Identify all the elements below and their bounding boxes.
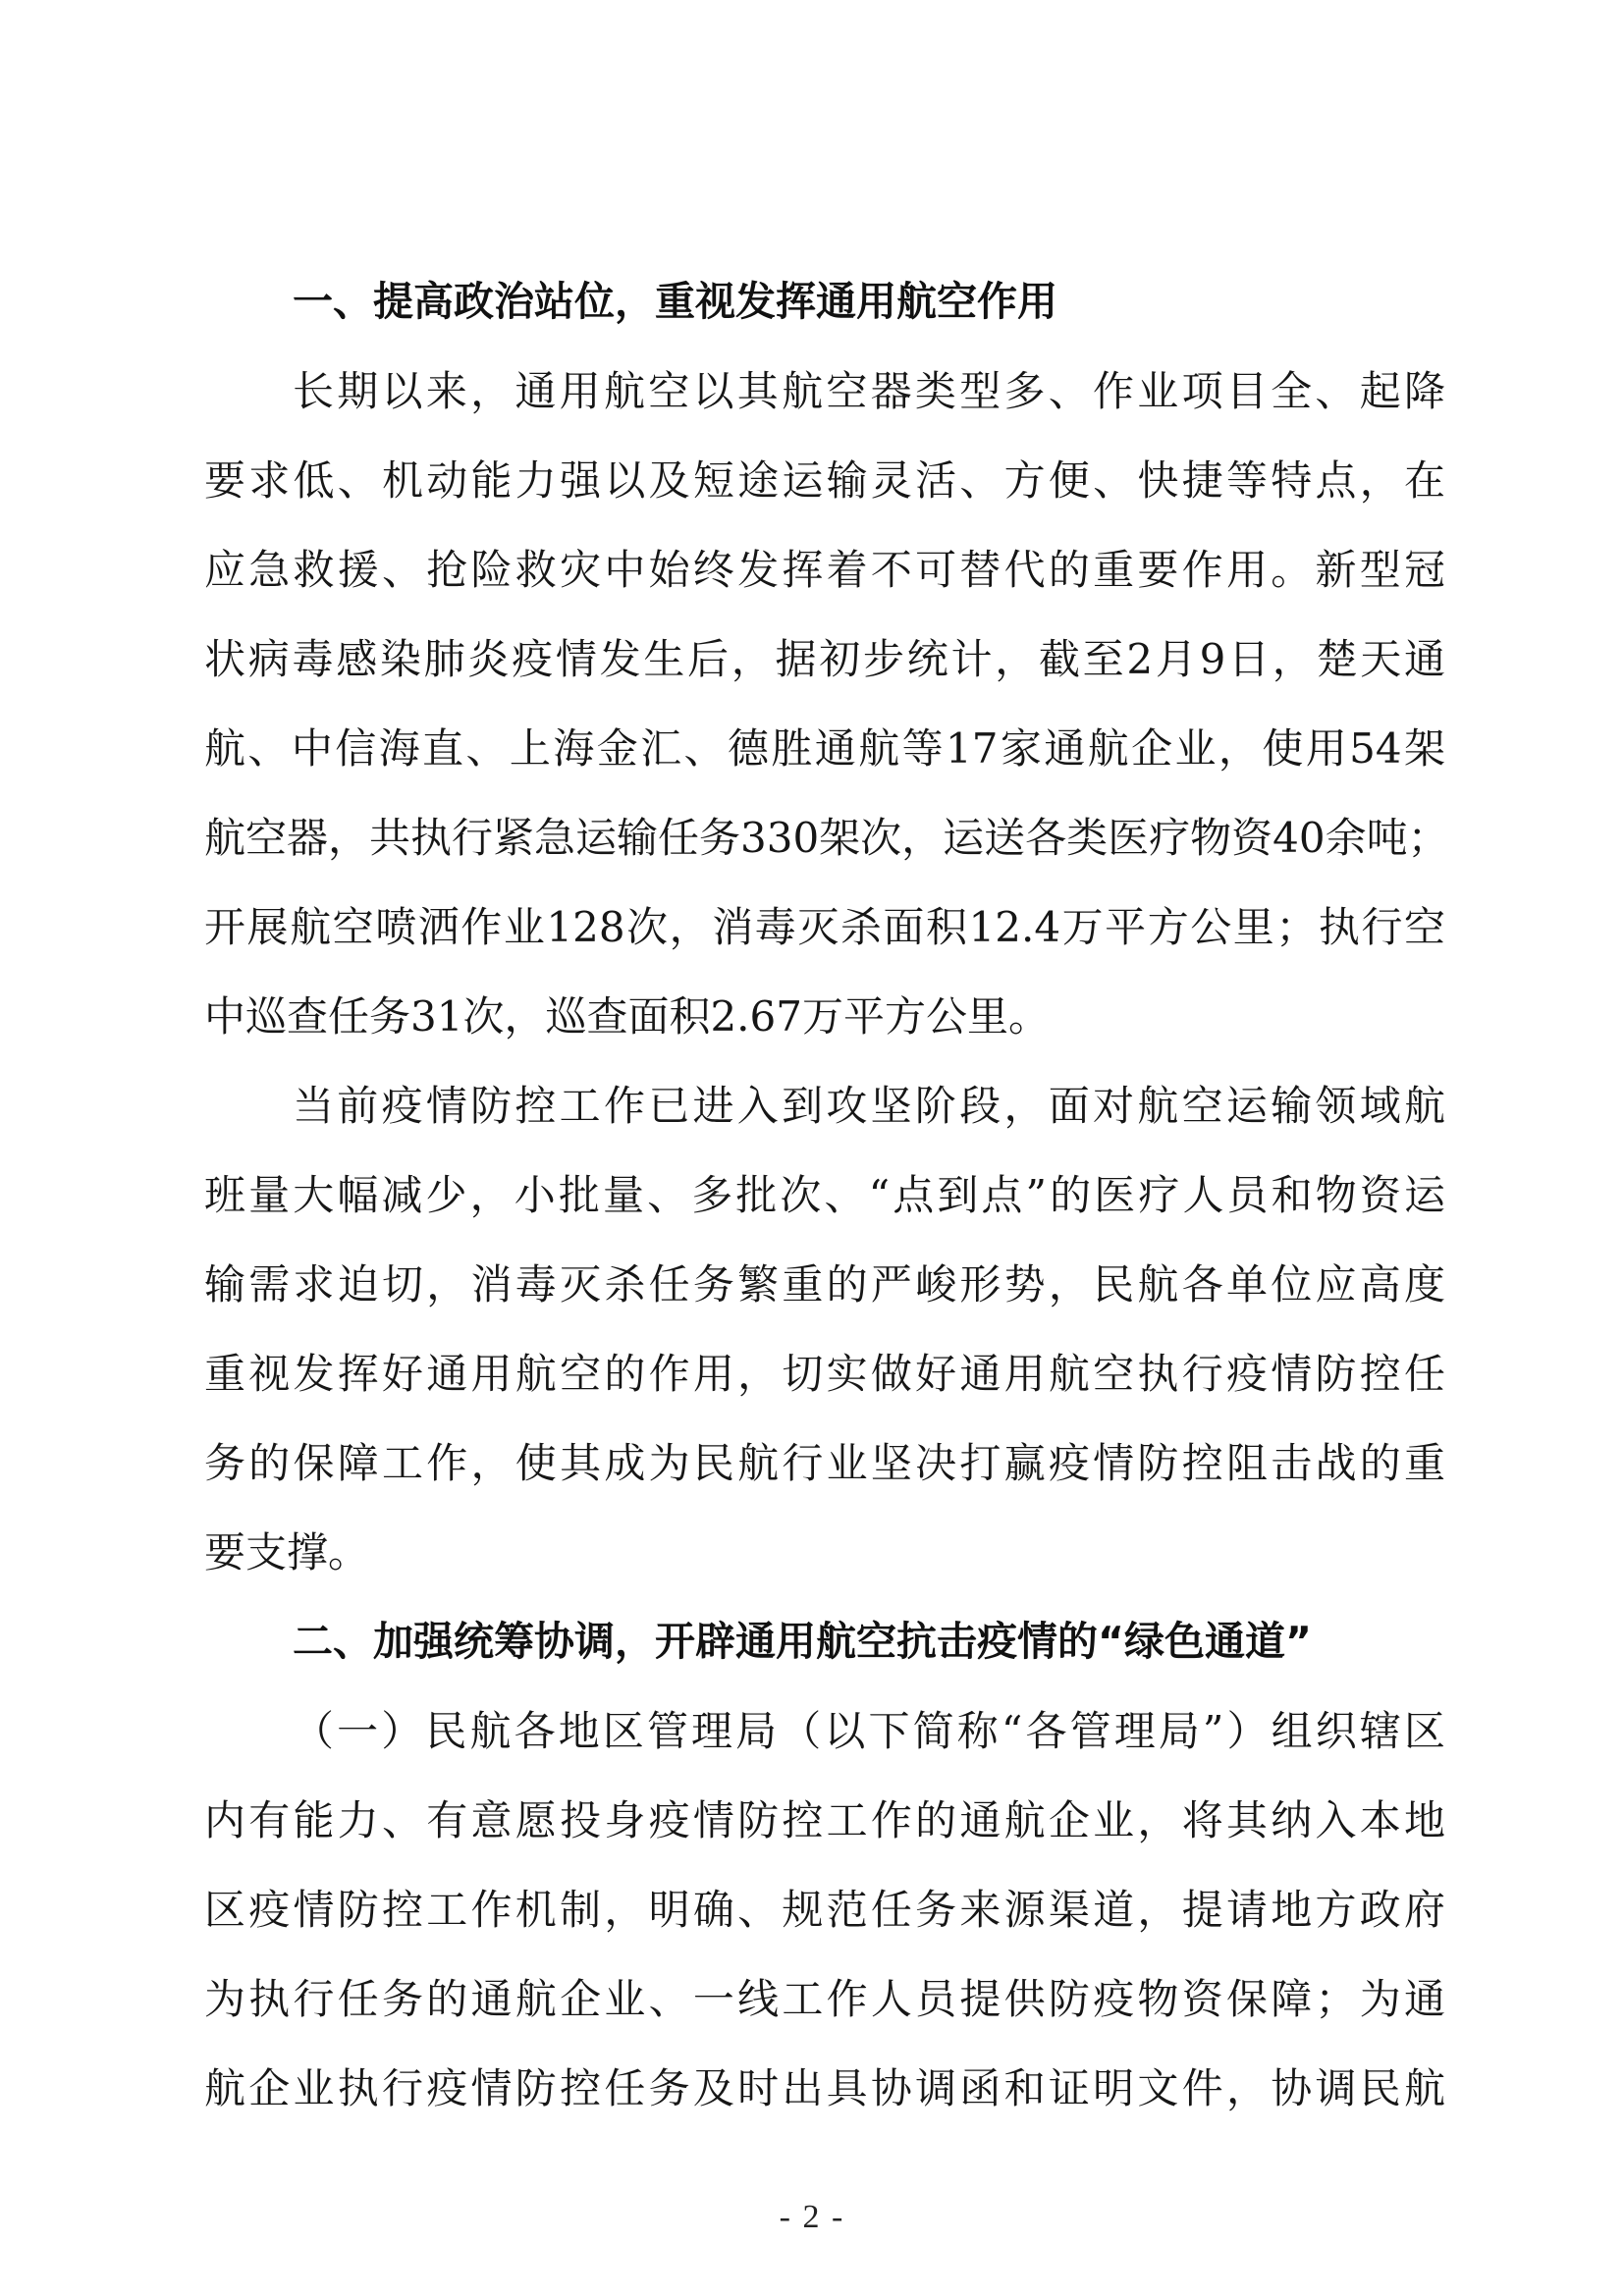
section-2-paragraph-1 [204, 1686, 1445, 2133]
section-2-heading: 二、加强统筹协调，开辟通用航空抗击疫情的“绿色通道” [293, 1618, 1312, 1665]
section-1-paragraph-2 [204, 1061, 1445, 1597]
text-line: 应急救援、抢险救灾中始终发挥着不可替代的重要作用。新型冠 [204, 546, 1445, 594]
text-line: 内有能力、有意愿投身疫情防控工作的通航企业，将其纳入本地 [204, 1796, 1445, 1844]
text-line: 中巡查任务31次，巡查面积2.67万平方公里。 [204, 992, 1050, 1041]
text-line: 航、中信海直、上海金汇、德胜通航等17家通航企业，使用54架 [204, 724, 1445, 773]
document-body [204, 257, 1449, 2133]
text-line: 航空器，共执行紧急运输任务330架次，运送各类医疗物资40余吨； [204, 814, 1449, 862]
text-line: （一）民航各地区管理局（以下简称“各管理局”）组织辖区 [293, 1707, 1445, 1755]
text-line: 为执行任务的通航企业、一线工作人员提供防疫物资保障；为通 [204, 1975, 1445, 2023]
text-line: 务的保障工作，使其成为民航行业坚决打赢疫情防控阻击战的重 [204, 1439, 1445, 1487]
section-1-paragraph-1 [204, 347, 1449, 1061]
text-line: 当前疫情防控工作已进入到攻坚阶段，面对航空运输领域航 [293, 1082, 1445, 1130]
page-number: - 2 - [779, 2199, 845, 2235]
text-line: 开展航空喷洒作业128次，消毒灭杀面积12.4万平方公里；执行空 [204, 903, 1445, 951]
text-line: 输需求迫切，消毒灭杀任务繁重的严峻形势，民航各单位应高度 [204, 1260, 1445, 1308]
section-1-heading: 一、提高政治站位，重视发挥通用航空作用 [293, 278, 1057, 325]
text-line: 长期以来，通用航空以其航空器类型多、作业项目全、起降 [293, 367, 1445, 415]
text-line: 状病毒感染肺炎疫情发生后，据初步统计，截至2月9日，楚天通 [204, 635, 1445, 683]
text-line: 班量大幅减少，小批量、多批次、“点到点”的医疗人员和物资运 [204, 1171, 1445, 1219]
text-line: 重视发挥好通用航空的作用，切实做好通用航空执行疫情防控任 [204, 1350, 1445, 1398]
text-line: 要求低、机动能力强以及短途运输灵活、方便、快捷等特点，在 [204, 456, 1445, 505]
text-line: 区疫情防控工作机制，明确、规范任务来源渠道，提请地方政府 [204, 1886, 1445, 1934]
text-line: 要支撑。 [204, 1528, 370, 1576]
text-line: 航企业执行疫情防控任务及时出具协调函和证明文件，协调民航 [204, 2064, 1445, 2112]
